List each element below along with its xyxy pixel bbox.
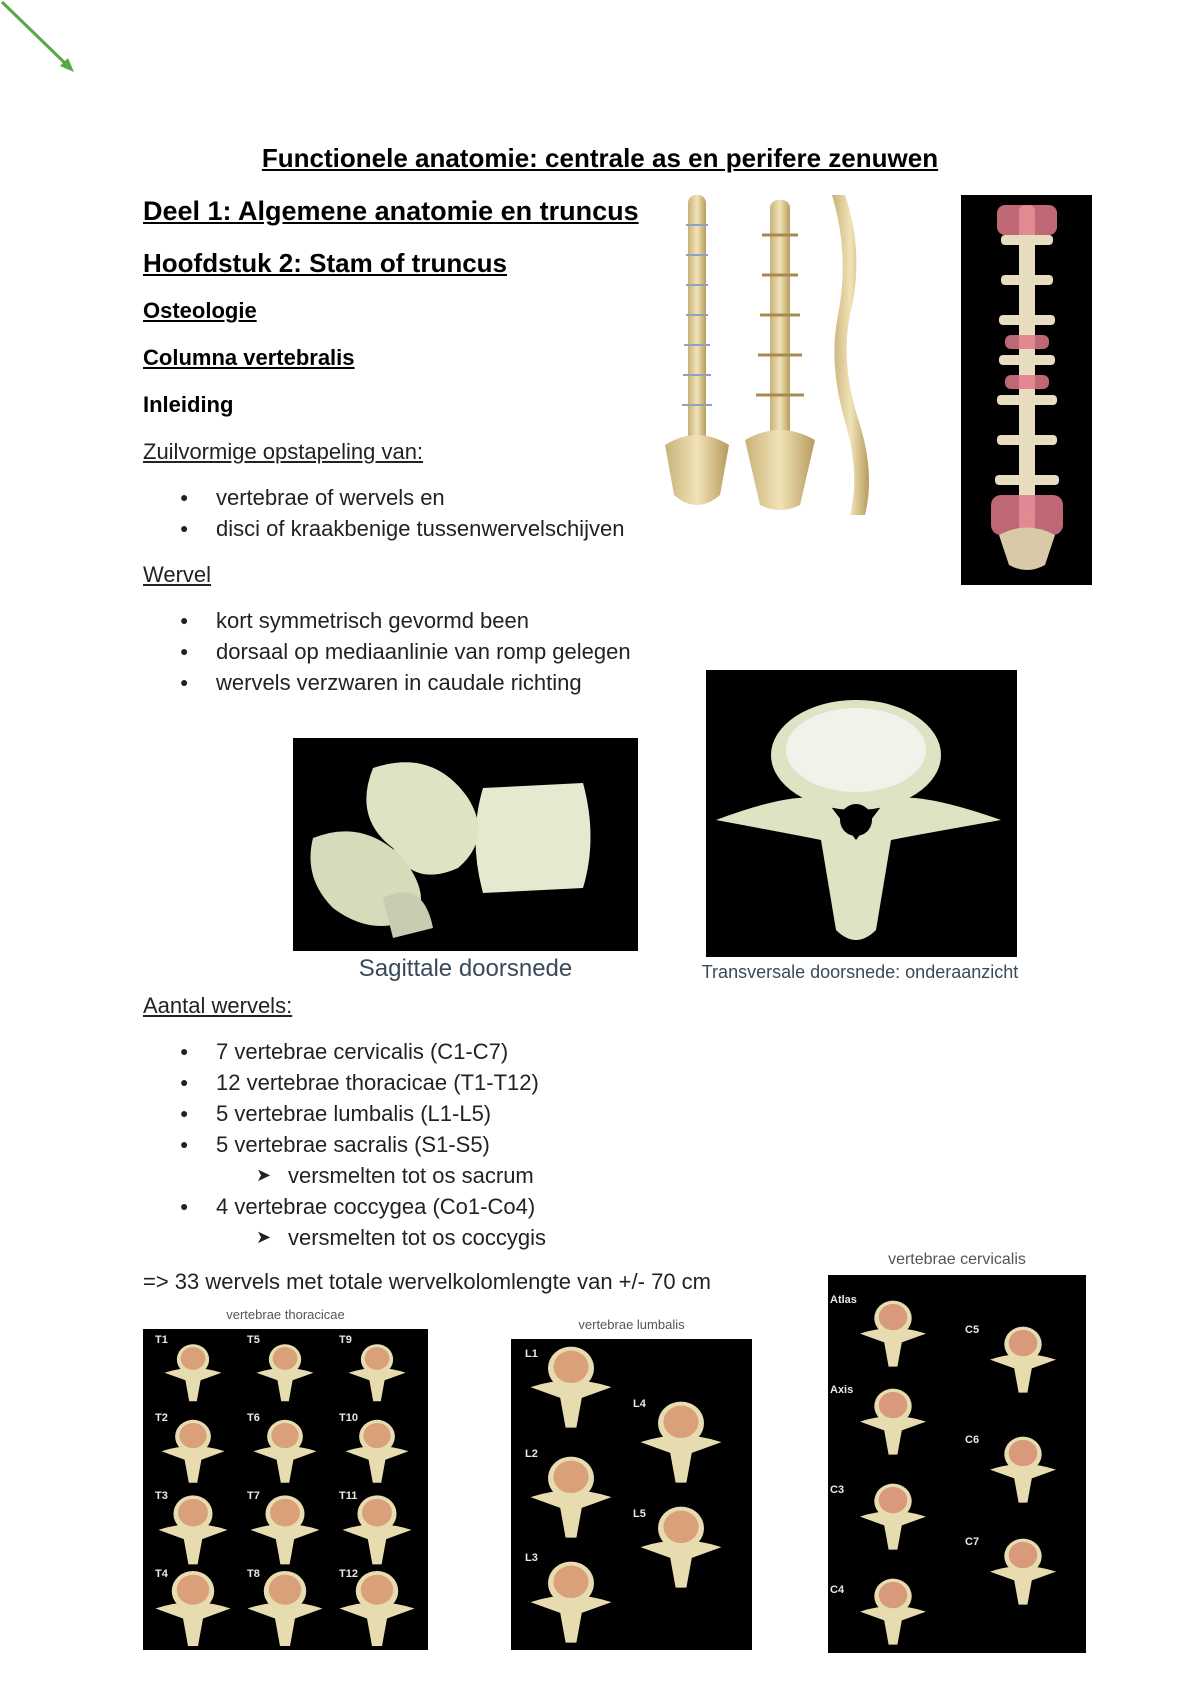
vertebra-glyph xyxy=(162,1420,225,1483)
spine-side-view xyxy=(832,195,869,515)
list-item: ● disci of kraakbenige tussenwervelschijven xyxy=(180,513,624,544)
transversal-vertebra-image xyxy=(706,670,1017,957)
vertebra-label: L5 xyxy=(633,1508,646,1520)
vertebra-glyph xyxy=(251,1495,320,1564)
vertebra-glyph xyxy=(159,1495,228,1564)
vertebra-label: C5 xyxy=(965,1324,980,1336)
list-item: ● vertebrae of wervels en xyxy=(180,482,624,513)
spine-highlighted-image xyxy=(961,195,1092,585)
vertebra-glyph xyxy=(156,1571,231,1646)
list-item: ● 5 vertebrae sacralis (S1-S5) xyxy=(180,1129,546,1160)
caption-transversal: Transversale doorsnede: onderaanzicht xyxy=(701,962,1019,982)
count-label: Aantal wervels: xyxy=(143,993,293,1018)
spine-back-view xyxy=(745,200,815,510)
vertebra-glyph xyxy=(641,1507,722,1588)
spine-front-view xyxy=(665,195,729,505)
thoracic-figure-title: vertebrae thoracicae xyxy=(226,1307,345,1322)
vertebra-label: T2 xyxy=(155,1412,168,1424)
vertebra-glyph xyxy=(990,1327,1056,1393)
vertebra-glyph xyxy=(340,1571,415,1646)
vertebra-glyph xyxy=(990,1437,1056,1503)
vertebra-glyph xyxy=(860,1579,926,1645)
list-item: ● 12 vertebrae thoracicae (T1-T12) xyxy=(180,1067,546,1098)
part-heading: Deel 1: Algemene anatomie en truncus xyxy=(143,196,639,226)
vertebra-label: T8 xyxy=(247,1568,260,1580)
vertebra-label: C6 xyxy=(965,1434,980,1446)
vertebra-label: T9 xyxy=(339,1334,352,1346)
vertebra-glyph xyxy=(531,1562,612,1643)
list-item: ● 5 vertebrae lumbalis (L1-L5) xyxy=(180,1098,546,1129)
vertebra-label: T12 xyxy=(339,1568,358,1580)
vertebra-label: T6 xyxy=(247,1412,260,1424)
vertebra-glyph xyxy=(343,1495,412,1564)
subsection-heading: Columna vertebralis xyxy=(143,345,355,370)
vertebra-label: T11 xyxy=(339,1490,358,1502)
intro-heading: Inleiding xyxy=(143,392,234,417)
vertebra-glyph xyxy=(248,1571,323,1646)
sub-list-item: ➤ versmelten tot os coccygis xyxy=(180,1222,546,1253)
list-item: ● 7 vertebrae cervicalis (C1-C7) xyxy=(180,1036,546,1067)
lumbar-vertebrae-figure xyxy=(511,1339,752,1650)
section-heading: Osteologie xyxy=(143,298,257,323)
lumbar-figure-title: vertebrae lumbalis xyxy=(578,1317,685,1332)
vertebra-label: C7 xyxy=(965,1536,980,1548)
list-item: ● wervels verzwaren in caudale richting xyxy=(180,667,631,698)
vertebra-label: C4 xyxy=(830,1584,845,1596)
list-item: ● kort symmetrisch gevormd been xyxy=(180,605,631,636)
vertebra-glyph xyxy=(346,1420,409,1483)
vertebra-label: Axis xyxy=(830,1384,854,1396)
vertebra-label: T7 xyxy=(247,1490,260,1502)
vertebra-glyph xyxy=(860,1484,926,1550)
vertebra-label: Atlas xyxy=(830,1294,857,1306)
stack-list xyxy=(180,482,624,544)
cervical-vertebrae-figure xyxy=(828,1275,1086,1653)
sub-list-item: ➤ versmelten tot os sacrum xyxy=(180,1160,546,1191)
thoracic-vertebrae-figure xyxy=(143,1329,428,1650)
vertebra-label: L1 xyxy=(525,1348,538,1360)
vertebra-glyph xyxy=(531,1347,612,1428)
page-title: Functionele anatomie: centrale as en perifere zenuwen xyxy=(261,143,939,173)
vertebra-label: Wervel xyxy=(143,562,212,587)
vertebra-label: C3 xyxy=(830,1484,845,1496)
vertebra-label: L2 xyxy=(525,1448,538,1460)
vertebra-glyph xyxy=(641,1402,722,1483)
corner-arrow-icon xyxy=(0,0,80,80)
total-line: => 33 wervels met totale wervelkolomlengte van +/- 70 cm xyxy=(143,1269,711,1294)
stack-label: Zuilvormige opstapeling van: xyxy=(143,439,424,464)
vertebra-glyph xyxy=(257,1344,314,1401)
vertebra-glyph xyxy=(990,1539,1056,1605)
vertebra-glyph xyxy=(860,1301,926,1367)
count-list xyxy=(180,1036,546,1253)
vertebra-glyph xyxy=(349,1344,406,1401)
cervical-figure-title: vertebrae cervicalis xyxy=(888,1251,1026,1268)
vertebra-label: T3 xyxy=(155,1490,168,1502)
vertebra-label: T10 xyxy=(339,1412,358,1424)
vertebra-glyph xyxy=(254,1420,317,1483)
vertebra-glyph xyxy=(165,1344,222,1401)
sagittal-vertebra-image xyxy=(293,738,638,951)
list-item: ● dorsaal op mediaanlinie van romp gelegen xyxy=(180,636,631,667)
list-item: ● 4 vertebrae coccygea (Co1-Co4) xyxy=(180,1191,546,1222)
vertebra-label: T5 xyxy=(247,1334,260,1346)
vertebra-glyph xyxy=(531,1457,612,1538)
vertebra-label: L4 xyxy=(633,1398,646,1410)
vertebra-label: T4 xyxy=(155,1568,168,1580)
vertebra-label: L3 xyxy=(525,1552,538,1564)
vertebra-list xyxy=(180,605,631,698)
spine-illustrations xyxy=(650,195,910,520)
caption-sagittal: Sagittale doorsnede xyxy=(358,955,573,982)
vertebra-label: T1 xyxy=(155,1334,168,1346)
vertebra-glyph xyxy=(860,1389,926,1455)
chapter-heading: Hoofdstuk 2: Stam of truncus xyxy=(143,248,508,278)
